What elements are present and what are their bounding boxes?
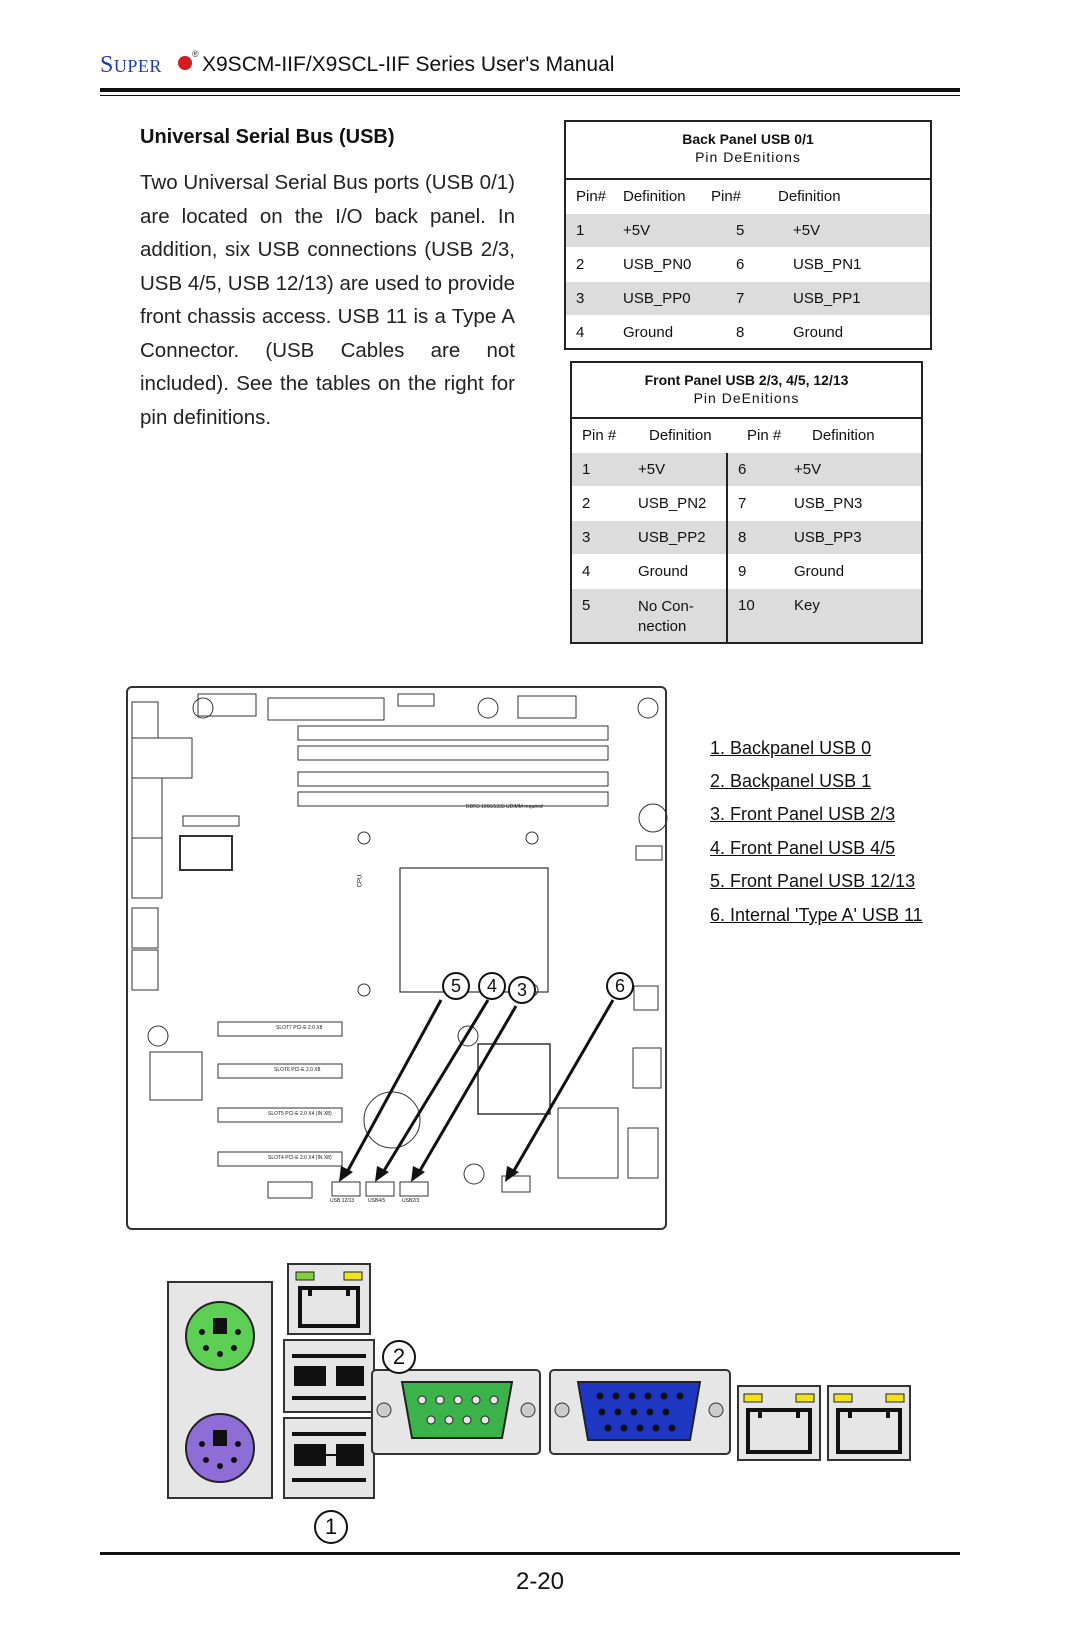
header-rule-thin xyxy=(100,95,960,96)
table-row xyxy=(572,555,921,588)
pcie-slot-label: SLOT5 PCI-E 2.0 X4 (IN X8) xyxy=(268,1111,332,1117)
legend-item: 1. Backpanel USB 0 xyxy=(710,738,872,758)
ps2-keyboard-icon xyxy=(186,1414,254,1482)
col-header: Pin # xyxy=(747,427,782,444)
pin-cell: 3 xyxy=(582,529,591,546)
definition-cell: Ground xyxy=(793,324,844,341)
definition-cell: +5V xyxy=(623,222,651,239)
brand-dot-icon xyxy=(178,56,192,70)
table-header-row xyxy=(566,180,930,212)
front-panel-usb-table xyxy=(570,361,923,644)
back-io-panel xyxy=(160,1258,960,1539)
footer-rule xyxy=(100,1552,960,1555)
definition-cell: No Con- nection xyxy=(638,598,694,635)
table-title: Back Panel USB 0/1 xyxy=(682,131,814,147)
col-header: Pin # xyxy=(582,427,617,444)
legend-item: 5. Front Panel USB 12/13 xyxy=(710,871,916,891)
pcie-slot-label: SLOT6 PCI-E 2.0 X8 xyxy=(274,1067,321,1073)
pin-cell: 7 xyxy=(738,495,747,512)
callout-2: 2 xyxy=(382,1340,416,1374)
callout-4: 4 xyxy=(478,972,506,1000)
arrow-heads xyxy=(339,1166,519,1182)
definition-cell: +5V xyxy=(793,222,821,239)
back-panel-usb-table xyxy=(564,120,932,350)
pin-cell: 7 xyxy=(736,290,745,307)
dimm-label: DDR3 1066/1333 UDIMM required xyxy=(466,804,543,810)
column-divider xyxy=(726,453,728,642)
table-row xyxy=(572,487,921,520)
table-title: Front Panel USB 2/3, 4/5, 12/13 xyxy=(644,372,849,388)
brand-logo: SUPER xyxy=(100,52,162,78)
table-header-row xyxy=(572,419,921,451)
definition-cell: Ground xyxy=(638,563,689,580)
pin-cell: 5 xyxy=(736,222,745,239)
definition-cell: USB_PP2 xyxy=(638,529,706,546)
col-header: Definition xyxy=(812,427,875,444)
callout-1: 1 xyxy=(314,1510,348,1544)
usb-header-label: USB2/3 xyxy=(402,1198,420,1204)
legend-item: 4. Front Panel USB 4/5 xyxy=(710,838,896,858)
legend-item: 3. Front Panel USB 2/3 xyxy=(710,804,896,824)
definition-cell: USB_PP3 xyxy=(794,529,862,546)
usb-header-label: USB4/5 xyxy=(368,1198,386,1204)
pin-cell: 4 xyxy=(576,324,585,341)
table-row xyxy=(566,316,930,349)
motherboard-diagram xyxy=(126,686,667,1230)
page-number: 2-20 xyxy=(515,1568,565,1595)
definition-cell: +5V xyxy=(638,461,666,478)
definition-cell: USB_PP0 xyxy=(623,290,691,307)
back-io-drawing xyxy=(160,1258,960,1508)
pin-cell: 10 xyxy=(738,597,755,614)
definition-cell: USB_PN0 xyxy=(623,256,692,273)
definition-cell: Key xyxy=(794,597,820,614)
usb-header-label: USB 12/13 xyxy=(330,1198,355,1204)
registered-mark: ® xyxy=(192,49,199,59)
col-header: Pin# xyxy=(711,188,742,205)
pin-cell: 4 xyxy=(582,563,591,580)
pcie-slot-label: SLOT7 PCI-E 2.0 X8 xyxy=(276,1025,323,1031)
pin-cell: 6 xyxy=(738,461,747,478)
pin-cell: 8 xyxy=(738,529,747,546)
definition-cell: Ground xyxy=(623,324,674,341)
table-row xyxy=(572,589,921,642)
table-row xyxy=(572,521,921,554)
io-ps2 xyxy=(132,702,158,738)
manual-title: X9SCM-IIF/X9SCL-IIF Series User's Manual xyxy=(202,53,615,76)
table-row xyxy=(566,282,930,315)
table-row xyxy=(566,214,930,247)
pcie-slot-label: SLOT4 PCI-E 2.0 X4 (IN X8) xyxy=(268,1155,332,1161)
callout-arrows xyxy=(346,1000,613,1174)
ps2-mouse-icon xyxy=(186,1302,254,1370)
pin-cell: 1 xyxy=(576,222,585,239)
section-body: Two Universal Serial Bus ports (USB 0/1) are located on the I/O back panel. In addition, six USB connections (USB 2/3, USB 4/5, USB 12/13) are used to provide front chassis access. USB 11 is a Type A Connector. (USB Cables are not included). See the tables on the right for pin definitions. xyxy=(140,171,515,429)
pin-cell: 3 xyxy=(576,290,585,307)
definition-cell: USB_PN1 xyxy=(793,256,862,273)
definition-cell: USB_PP1 xyxy=(793,290,861,307)
col-header: Definition xyxy=(649,427,712,444)
col-header: Pin# xyxy=(576,188,607,205)
pin-cell: 2 xyxy=(582,495,591,512)
section-title: Universal Serial Bus (USB) xyxy=(140,126,395,148)
header-rule xyxy=(100,88,960,92)
col-header: Definition xyxy=(778,188,841,205)
definition-cell: +5V xyxy=(794,461,822,478)
table-row xyxy=(572,453,921,486)
cpu-label: CPU xyxy=(357,874,364,888)
pin-cell: 6 xyxy=(736,256,745,273)
table-row xyxy=(566,248,930,281)
callout-6: 6 xyxy=(606,972,634,1000)
callout-3: 3 xyxy=(508,976,536,1004)
pin-cell: 2 xyxy=(576,256,585,273)
table-subtitle: Pin DeEnitions xyxy=(693,390,800,406)
pin-cell: 5 xyxy=(582,597,591,614)
table-subtitle: Pin DeEnitions xyxy=(695,149,801,165)
board-drawing xyxy=(128,688,669,1232)
page-header xyxy=(100,46,960,86)
callout-5: 5 xyxy=(442,972,470,1000)
col-header: Definition xyxy=(623,188,686,205)
definition-cell: USB_PN3 xyxy=(794,495,863,512)
legend-item: 6. Internal 'Type A' USB 11 xyxy=(710,905,923,925)
definition-cell: Ground xyxy=(794,563,845,580)
definition-cell: USB_PN2 xyxy=(638,495,707,512)
pin-cell: 8 xyxy=(736,324,745,341)
pin-cell: 1 xyxy=(582,461,591,478)
pin-cell: 9 xyxy=(738,563,747,580)
legend-item: 2. Backpanel USB 1 xyxy=(710,771,872,791)
